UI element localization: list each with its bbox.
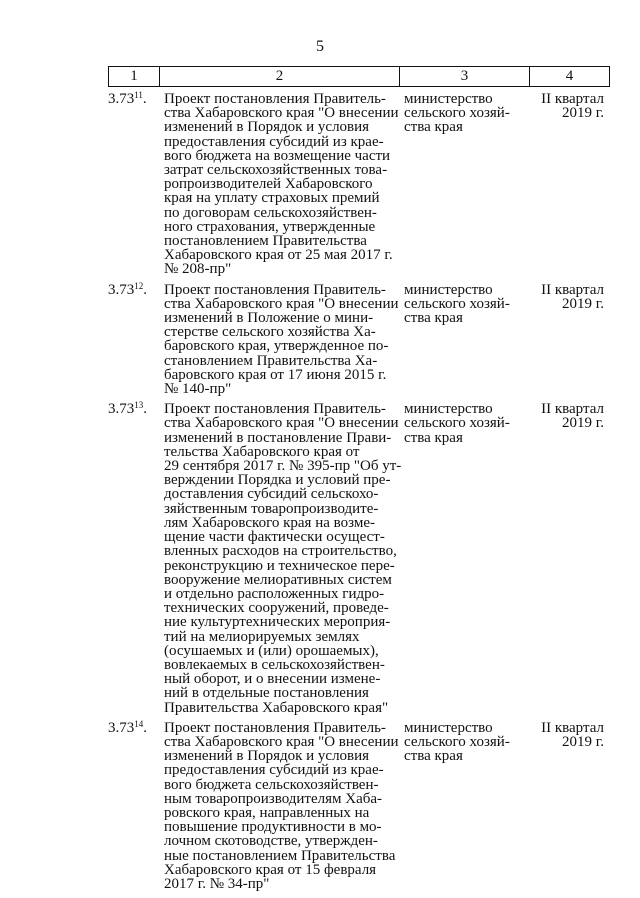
- item-title-line: Проект постановления Правитель-: [164, 91, 386, 107]
- item-number: [108, 402, 164, 714]
- item-title-line: верждении Порядка и условий пре-: [164, 472, 391, 489]
- table-row: [108, 280, 610, 398]
- item-title-line: ропроизводителей Хабаровского: [164, 176, 373, 193]
- item-executor-line: сельского хозяй-: [404, 295, 510, 312]
- item-title: [164, 402, 402, 714]
- item-number-base: 3.73: [108, 719, 135, 736]
- item-title-line: доставления субсидий сельскохо-: [164, 486, 379, 503]
- table-header: [108, 66, 610, 87]
- item-title-line: Проект постановления Правитель-: [164, 281, 386, 298]
- item-title-line: изменений в Порядок и условия: [164, 119, 370, 136]
- item-title-line: повышение продуктивности в мо-: [164, 819, 382, 836]
- item-number: [108, 718, 164, 891]
- item-title-line: № 208-пр": [164, 261, 232, 278]
- table-row: [108, 402, 610, 714]
- item-title-line: вовлекаемых в сельскохозяйствен-: [164, 656, 385, 673]
- item-executor-line: сельского хозяй-: [404, 105, 510, 122]
- item-title-line: ства Хабаровского края "О внесении: [164, 105, 399, 122]
- item-number-base: 3.73: [108, 281, 135, 298]
- item-title-line: и отдельно расположенных гидро-: [164, 585, 385, 602]
- item-title-line: изменений в Порядок и условия: [164, 748, 370, 765]
- item-executor-line: ства края: [404, 310, 463, 327]
- item-deadline-line: II квартал: [541, 719, 604, 736]
- item-title-line: изменений в постановление Прави-: [164, 429, 392, 446]
- item-number-dot: .: [143, 401, 147, 418]
- item-executor-line: ства края: [404, 429, 463, 446]
- item-deadline-line: II квартал: [541, 91, 604, 107]
- item-executor-line: сельского хозяй-: [404, 733, 510, 750]
- item-deadline-line: II квартал: [541, 401, 604, 418]
- item-title-line: Хабаровского края от 15 февраля: [164, 861, 377, 878]
- item-title-line: лям Хабаровского края на возме-: [164, 514, 375, 531]
- item-deadline: [536, 92, 610, 277]
- item-title-line: края на уплату страховых премий: [164, 190, 380, 207]
- table-row: [108, 718, 610, 892]
- item-deadline-line: II квартал: [541, 281, 604, 298]
- item-title: [164, 283, 402, 397]
- item-deadline-line: 2019 г.: [562, 733, 604, 750]
- item-title: [164, 721, 402, 891]
- item-title-line: технических сооружений, проведе-: [164, 600, 389, 617]
- item-title-line: ства Хабаровского края "О внесении: [164, 415, 399, 432]
- item-number-dot: .: [143, 719, 147, 736]
- item-title-line: вого бюджета на возмещение части: [164, 147, 391, 164]
- item-number-superscript: 13: [134, 400, 144, 411]
- item-number-superscript: 14: [134, 718, 144, 729]
- item-deadline-line: 2019 г.: [562, 105, 604, 122]
- item-number-superscript: 12: [134, 280, 144, 291]
- item-deadline-line: 2019 г.: [562, 415, 604, 432]
- item-title-line: ний в отдельные постановления: [164, 685, 369, 702]
- item-number-superscript: 11: [134, 90, 143, 100]
- item-title-line: тий на мелиорируемых землях: [164, 628, 360, 645]
- item-title-line: затрат сельскохозяйственных това-: [164, 162, 388, 179]
- item-title-line: ние культуртехнических мероприя-: [164, 614, 391, 631]
- header-col-4: 4: [529, 67, 609, 86]
- item-executor: [402, 283, 536, 397]
- item-title-line: Проект постановления Правитель-: [164, 719, 386, 736]
- item-title-line: (осушаемых и (или) орошаемых),: [164, 642, 379, 659]
- item-executor: [402, 402, 536, 714]
- item-title-line: тельства Хабаровского края от: [164, 443, 360, 460]
- item-title-line: 29 сентября 2017 г. № 395-пр "Об ут-: [164, 458, 402, 475]
- item-number-base: 3.73: [108, 401, 135, 418]
- item-title-line: ства Хабаровского края "О внесении: [164, 295, 399, 312]
- header-col-1: 1: [130, 68, 138, 84]
- item-title-line: предоставления субсидий из крае-: [164, 133, 384, 150]
- item-title-line: предоставления субсидий из крае-: [164, 762, 384, 779]
- item-title-line: ного страхования, утвержденные: [164, 218, 376, 235]
- item-executor-line: ства края: [404, 748, 463, 765]
- item-title-line: вленных расходов на строительство,: [164, 543, 397, 560]
- item-deadline: [536, 283, 610, 397]
- item-executor-line: министерство: [404, 281, 493, 298]
- item-title-line: зяйственным товаропроизводите-: [164, 500, 379, 517]
- item-title-line: щение части фактически осущест-: [164, 529, 385, 546]
- item-title-line: ровского края, направленных на: [164, 804, 370, 821]
- item-title-line: Правительства Хабаровского края": [164, 699, 389, 716]
- header-col-3: 3: [399, 67, 529, 86]
- item-number-dot: .: [143, 281, 147, 298]
- item-number: [108, 92, 164, 277]
- item-number: [108, 280, 164, 397]
- item-title-line: № 140-пр": [164, 381, 232, 398]
- item-title-line: баровского края, утвержденное по-: [164, 338, 389, 355]
- item-title-line: ные постановлением Правительства: [164, 847, 396, 864]
- item-title-line: реконструкцию и техническое пере-: [164, 557, 395, 574]
- item-title: [164, 92, 402, 277]
- item-executor-line: министерство: [404, 719, 493, 736]
- item-executor: [402, 721, 536, 891]
- item-title-line: вооружение мелиоративных систем: [164, 571, 392, 588]
- table-row: [108, 92, 610, 277]
- item-title-line: стерстве сельского хозяйства Ха-: [164, 324, 376, 341]
- item-number-base: 3.73: [108, 91, 135, 107]
- item-deadline: [536, 402, 610, 714]
- header-col-2: 2: [159, 67, 399, 86]
- item-title-line: ства Хабаровского края "О внесении: [164, 733, 399, 750]
- table-body: [108, 92, 610, 897]
- item-number-dot: .: [142, 91, 147, 107]
- item-executor-line: министерство: [404, 91, 493, 107]
- item-executor-line: сельского хозяй-: [404, 415, 510, 432]
- item-title-line: лочном скотоводстве, утвержден-: [164, 833, 378, 850]
- item-title-line: баровского края от 17 июня 2015 г.: [164, 366, 387, 383]
- item-title-line: по договорам сельскохозяйствен-: [164, 204, 377, 221]
- item-title-line: изменений в Положение о мини-: [164, 310, 374, 327]
- item-title-line: Проект постановления Правитель-: [164, 401, 386, 418]
- item-executor-line: ства края: [404, 119, 463, 136]
- item-title-line: ный оборот, и о внесении измене-: [164, 671, 381, 688]
- item-executor: [402, 92, 536, 277]
- item-executor-line: министерство: [404, 401, 493, 418]
- item-deadline: [536, 721, 610, 891]
- item-title-line: Хабаровского края от 25 мая 2017 г.: [164, 247, 393, 264]
- item-title-line: становлением Правительства Ха-: [164, 352, 378, 369]
- item-deadline-line: 2019 г.: [562, 295, 604, 312]
- item-title-line: ным товаропроизводителям Хаба-: [164, 790, 383, 807]
- item-title-line: 2017 г. № 34-пр": [164, 875, 270, 892]
- item-title-line: вого бюджета сельскохозяйствен-: [164, 776, 379, 793]
- item-title-line: постановлением Правительства: [164, 233, 367, 250]
- page-number: 5: [316, 38, 324, 55]
